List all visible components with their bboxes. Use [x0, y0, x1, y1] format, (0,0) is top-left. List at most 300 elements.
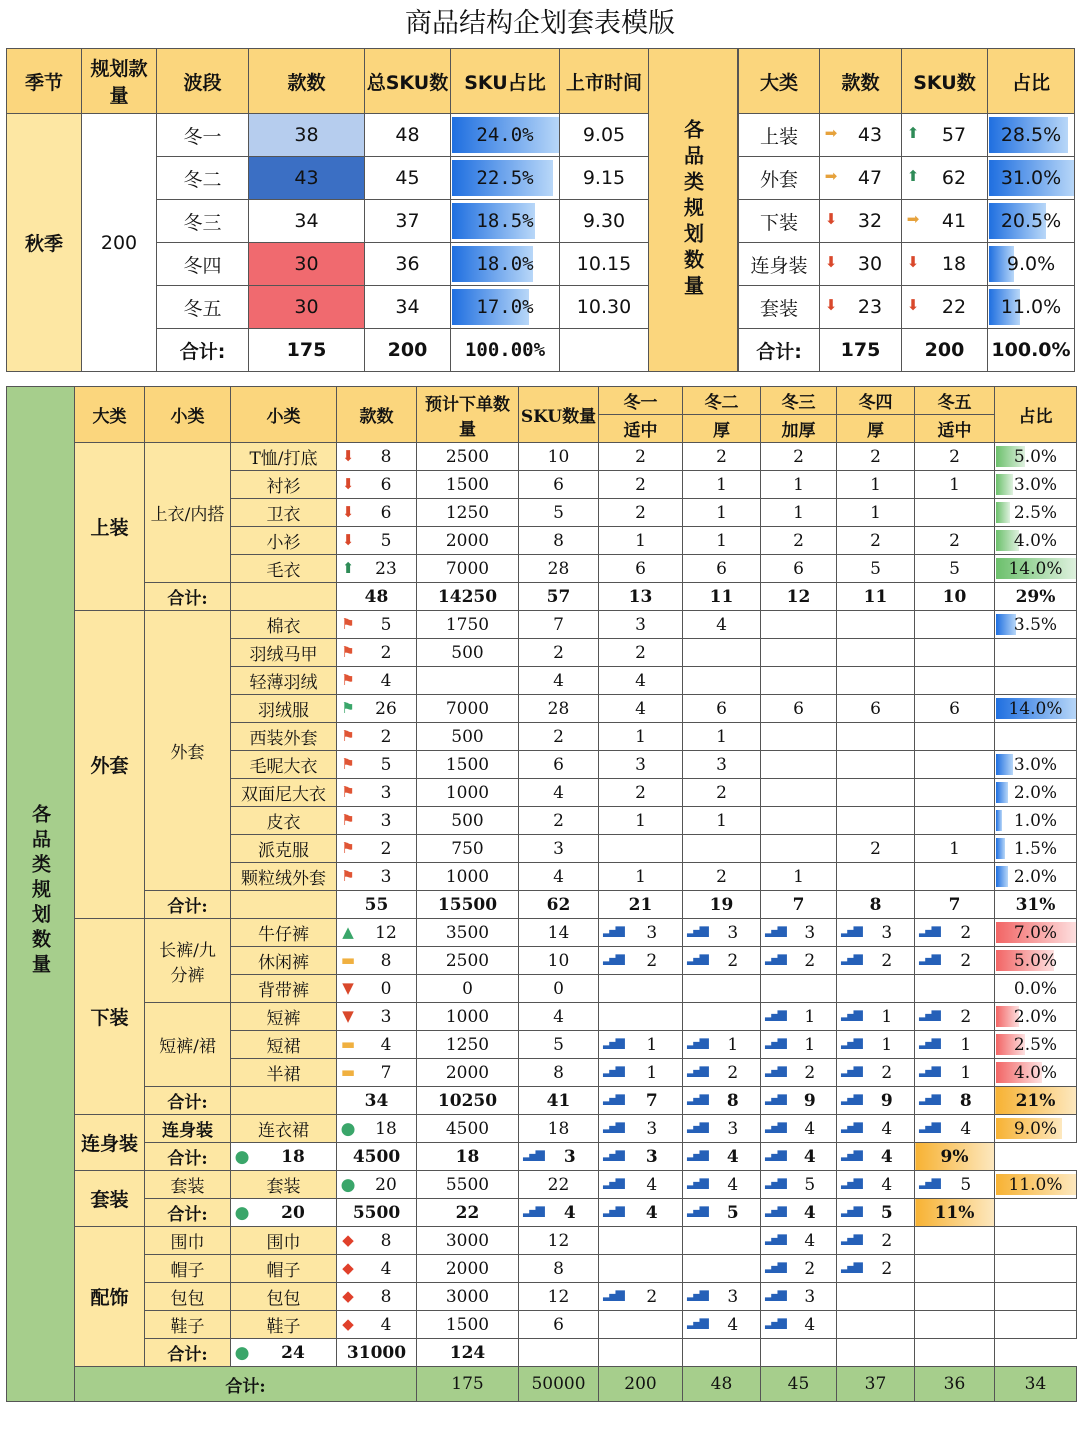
diamond-icon: ◆: [342, 1314, 354, 1333]
wave-qty: [683, 1255, 761, 1283]
diamond-icon: ◆: [342, 1258, 354, 1277]
wave-qty: [837, 499, 915, 527]
flag-icon: ⚑: [341, 670, 355, 689]
wave-sku: 36: [365, 243, 451, 286]
wave-qty: [599, 1255, 683, 1283]
subcategory-cell: 鞋子: [145, 1311, 231, 1339]
wave-qty: [683, 1087, 761, 1115]
wave-qty: [599, 1087, 683, 1115]
down-arrow-icon: ⬇: [906, 253, 920, 271]
dash-icon: ▬: [340, 1034, 356, 1053]
signal-bars-icon: ▂▄▆: [687, 1286, 706, 1301]
item-sku: 3: [519, 835, 599, 863]
signal-bars-icon: ▂▄▆: [841, 1146, 860, 1161]
item-sku: 2: [519, 723, 599, 751]
subtotal-row: [7, 891, 1077, 919]
wave-value: 3: [727, 1118, 739, 1139]
total-label: 合计:: [157, 329, 249, 372]
wave-qty: [761, 1143, 837, 1171]
up-arrow-icon: ⬆: [906, 124, 920, 142]
wave-qty: [599, 919, 683, 947]
wave-value: 4: [803, 1146, 816, 1167]
ratio-value: 14.0%: [1008, 698, 1063, 719]
wave-qty: [683, 1199, 761, 1227]
signal-bars-icon: ▂▄▆: [765, 1006, 784, 1021]
wave-qty: [915, 1003, 995, 1031]
signal-bars-icon: ▂▄▆: [919, 1062, 938, 1077]
wave-value: 4: [804, 1118, 816, 1139]
wave-qty: [837, 863, 915, 891]
total-date-empty: [560, 329, 649, 372]
wave-value: 2: [881, 1062, 893, 1083]
wave-qty: [915, 807, 995, 835]
detail-row: [7, 1171, 1077, 1199]
side-label-text: 各品类规划数量: [29, 804, 51, 979]
count-value: 4: [380, 670, 392, 691]
wave-value: 10: [942, 586, 967, 607]
ratio-value: 2.5%: [1013, 502, 1058, 523]
ratio-value: 18.5%: [476, 210, 534, 232]
item-count: [337, 863, 417, 891]
item-order: 1000: [417, 863, 519, 891]
category-cell: 下装: [75, 919, 145, 1115]
count-value: 6: [380, 502, 392, 523]
wave-qty: [837, 639, 915, 667]
wave-qty: [761, 863, 837, 891]
flag-icon: ⚑: [341, 810, 355, 829]
count-value: 3: [380, 1006, 392, 1027]
ratio-value: 4.0%: [1013, 1062, 1058, 1083]
flag-icon: ⚑: [341, 698, 355, 717]
circle-icon: ●: [234, 1342, 250, 1363]
grand-total-order: 50000: [519, 1367, 599, 1402]
signal-bars-icon: ▂▄▆: [603, 1146, 622, 1161]
wave-qty: [837, 807, 915, 835]
wave-value: 6: [635, 558, 646, 579]
wave-qty: [599, 1283, 683, 1311]
grand-total-wave: 37: [837, 1367, 915, 1402]
wave-qty: [761, 555, 837, 583]
wave-value: 2: [881, 1230, 893, 1251]
item-order: 1000: [417, 779, 519, 807]
header-sku: SKU数: [902, 49, 988, 114]
item-ratio: [995, 471, 1077, 499]
count-value: 6: [380, 474, 392, 495]
wave-value: 5: [726, 1202, 739, 1223]
count-value: 3: [380, 782, 392, 803]
category-ratio: [988, 157, 1075, 200]
wave-qty: [915, 1115, 995, 1143]
grand-total-wave: 48: [683, 1367, 761, 1402]
item-order: 2000: [417, 1059, 519, 1087]
wave-count: 30: [249, 286, 365, 329]
wave-qty: [761, 667, 837, 695]
category-row: [739, 114, 1075, 157]
subtotal-ratio: 11%: [915, 1199, 995, 1227]
category-cell: 套装: [75, 1171, 145, 1227]
wave-qty: [683, 443, 761, 471]
total-count: 175: [820, 329, 902, 372]
wave-name: 冬二: [157, 157, 249, 200]
count-value: 23: [375, 558, 397, 579]
wave-value: 3: [645, 1146, 658, 1167]
subtotal-order: 31000: [337, 1339, 417, 1367]
wave-sku: 34: [365, 286, 451, 329]
item-name: 棉衣: [231, 611, 337, 639]
wave-qty: [761, 835, 837, 863]
wave-qty: [761, 611, 837, 639]
signal-bars-icon: ▂▄▆: [687, 1034, 706, 1049]
wave-value: 7: [792, 894, 805, 915]
wave-value: 2: [793, 530, 804, 551]
subtotal-label: 合计:: [145, 1199, 231, 1227]
right-arrow-icon: ➡: [824, 167, 838, 185]
ratio-value: 2.0%: [1013, 1006, 1058, 1027]
signal-bars-icon: ▂▄▆: [523, 1146, 542, 1161]
wave-qty: [683, 1031, 761, 1059]
item-ratio: [995, 443, 1077, 471]
signal-bars-icon: ▂▄▆: [603, 1062, 622, 1077]
wave-value: 1: [635, 726, 646, 747]
subcategory-cell: 包包: [145, 1283, 231, 1311]
signal-bars-icon: ▂▄▆: [687, 950, 706, 965]
item-ratio: [995, 1059, 1077, 1087]
item-order: 1250: [417, 499, 519, 527]
wave-value: 2: [881, 1258, 893, 1279]
wave-value: 4: [960, 1118, 972, 1139]
wave-qty: [683, 751, 761, 779]
wave-qty: [599, 1003, 683, 1031]
wave-qty: [915, 667, 995, 695]
wave-qty: [915, 1255, 995, 1283]
subtotal-sku: 62: [519, 891, 599, 919]
item-sku: 2: [519, 807, 599, 835]
wave-value: 4: [716, 614, 727, 635]
ratio-bar-fill: [996, 866, 1008, 887]
ratio-bar-fill: [996, 474, 1013, 495]
header-category: 大类: [739, 49, 820, 114]
circle-icon: ●: [340, 1174, 356, 1195]
wave-value: 2: [804, 950, 816, 971]
subtotal-label: 合计:: [145, 1143, 231, 1171]
wave-qty: [761, 1283, 837, 1311]
item-ratio: [995, 807, 1077, 835]
wave-qty: [837, 723, 915, 751]
signal-bars-icon: ▂▄▆: [841, 1202, 860, 1217]
subtotal-sku: 124: [417, 1339, 519, 1367]
detail-row: [7, 1311, 1077, 1339]
header-count: 款数: [337, 387, 417, 443]
subtotal-ratio: 29%: [995, 583, 1077, 611]
signal-bars-icon: ▂▄▆: [841, 950, 860, 965]
category-row: [739, 157, 1075, 200]
wave-qty: [915, 611, 995, 639]
wave-qty: [761, 891, 837, 919]
wave-qty: [761, 1031, 837, 1059]
item-name: 派克服: [231, 835, 337, 863]
wave-value: 1: [635, 530, 646, 551]
sku-value: 62: [941, 167, 967, 189]
wave-qty: [915, 723, 995, 751]
item-count: [337, 947, 417, 975]
wave-qty: [761, 1255, 837, 1283]
item-ratio: [995, 835, 1077, 863]
item-name: 鞋子: [231, 1311, 337, 1339]
wave-value: 2: [635, 642, 646, 663]
ratio-value: 5.0%: [1013, 446, 1058, 467]
wave-value: 4: [635, 670, 646, 691]
signal-bars-icon: ▂▄▆: [603, 950, 622, 965]
ratio-value: 3.0%: [1013, 754, 1058, 775]
item-sku: 6: [519, 751, 599, 779]
wave-value: 5: [880, 1202, 893, 1223]
triangle-down-icon: ▼: [342, 1006, 354, 1025]
subtotal-order: 15500: [417, 891, 519, 919]
ratio-value: 17.0%: [476, 296, 534, 318]
header-thickness: 厚: [837, 415, 915, 443]
header-category: 大类: [75, 387, 145, 443]
wave-value: 2: [804, 1258, 816, 1279]
subtotal-row: [7, 1087, 1077, 1115]
item-order: 1500: [417, 751, 519, 779]
wave-sku-ratio: [451, 286, 560, 329]
wave-value: 2: [635, 502, 646, 523]
down-arrow-icon: ⬇: [341, 446, 355, 465]
wave-qty: [683, 1311, 761, 1339]
count-value: 12: [375, 922, 397, 943]
item-count: [337, 1227, 417, 1255]
item-ratio: [995, 751, 1077, 779]
ratio-value: 9.0%: [1013, 1118, 1058, 1139]
subtotal-label: 合计:: [145, 1339, 231, 1367]
item-ratio: [995, 1171, 1077, 1199]
total-sku: 200: [365, 329, 451, 372]
signal-bars-icon: ▂▄▆: [841, 922, 860, 937]
down-arrow-icon: ⬇: [906, 296, 920, 314]
signal-bars-icon: ▂▄▆: [687, 1062, 706, 1077]
subtotal-blank: [231, 891, 337, 919]
wave-value: 1: [646, 1062, 658, 1083]
item-name: T恤/打底: [231, 443, 337, 471]
wave-qty: [599, 667, 683, 695]
grand-total-wave: 36: [915, 1367, 995, 1402]
plan-count-cell: 200: [82, 114, 157, 372]
wave-value: 5: [960, 1174, 972, 1195]
subtotal-sku: 41: [519, 1087, 599, 1115]
wave-value: 3: [646, 922, 658, 943]
item-order: 2500: [417, 443, 519, 471]
wave-value: 4: [804, 1314, 816, 1335]
grand-total-sku: 200: [599, 1367, 683, 1402]
wave-qty: [915, 1227, 995, 1255]
header-count: 款数: [820, 49, 902, 114]
category-count: [820, 200, 902, 243]
header-sku: SKU数量: [519, 387, 599, 443]
item-ratio: [995, 1031, 1077, 1059]
down-arrow-icon: ⬇: [341, 474, 355, 493]
count-value: 0: [380, 978, 392, 999]
wave-value: 2: [716, 782, 727, 803]
subtotal-order: 10250: [417, 1087, 519, 1115]
dash-icon: ▬: [340, 950, 356, 969]
wave-qty: [915, 695, 995, 723]
header-thickness: 厚: [683, 415, 761, 443]
grand-total-wave: 34: [995, 1367, 1077, 1402]
wave-qty: [761, 471, 837, 499]
down-arrow-icon: ⬇: [341, 502, 355, 521]
signal-bars-icon: ▂▄▆: [765, 1174, 784, 1189]
item-sku: 5: [519, 499, 599, 527]
wave-value: 1: [716, 502, 727, 523]
category-sku: [902, 200, 988, 243]
item-count: [337, 555, 417, 583]
item-name: 短裤: [231, 1003, 337, 1031]
wave-value: 2: [960, 922, 972, 943]
wave-qty: [837, 779, 915, 807]
count-value: 18: [281, 1146, 305, 1167]
item-ratio-empty: [995, 1311, 1077, 1339]
item-ratio: [995, 779, 1077, 807]
category-sku: [902, 243, 988, 286]
wave-value: 3: [804, 1286, 816, 1307]
wave-qty: [837, 1003, 915, 1031]
item-ratio: [995, 947, 1077, 975]
wave-qty: [683, 863, 761, 891]
wave-qty: [915, 947, 995, 975]
wave-value: 4: [881, 1174, 893, 1195]
wave-qty: [915, 1087, 995, 1115]
wave-qty: [837, 667, 915, 695]
signal-bars-icon: ▂▄▆: [765, 1090, 784, 1105]
subtotal-label: 合计:: [145, 583, 231, 611]
wave-qty: [599, 695, 683, 723]
item-order: 3000: [417, 1283, 519, 1311]
ratio-value: 31.0%: [1000, 167, 1062, 189]
wave-qty: [599, 807, 683, 835]
wave-value: 9: [803, 1090, 816, 1111]
wave-qty: [761, 1339, 837, 1367]
ratio-bar-fill: [996, 502, 1010, 523]
wave-qty: [837, 527, 915, 555]
item-order: 2000: [417, 1255, 519, 1283]
count-value: 8: [380, 446, 392, 467]
item-sku: 8: [519, 1059, 599, 1087]
wave-value: 2: [716, 866, 727, 887]
wave-name: 冬一: [157, 114, 249, 157]
item-name: 休闲裤: [231, 947, 337, 975]
wave-value: 11: [863, 586, 888, 607]
total-count: 175: [249, 329, 365, 372]
wave-value: 4: [803, 1202, 816, 1223]
wave-qty: [599, 443, 683, 471]
item-sku: 14: [519, 919, 599, 947]
wave-qty: [683, 695, 761, 723]
down-arrow-icon: ⬇: [341, 530, 355, 549]
wave-qty: [761, 947, 837, 975]
wave-qty: [837, 1227, 915, 1255]
ratio-value: 11.0%: [1000, 296, 1062, 318]
ratio-value: 14.0%: [1008, 558, 1063, 579]
wave-value: 1: [960, 1034, 972, 1055]
signal-bars-icon: ▂▄▆: [603, 1202, 622, 1217]
signal-bars-icon: ▂▄▆: [919, 922, 938, 937]
item-order: 1500: [417, 1311, 519, 1339]
wave-qty: [915, 583, 995, 611]
wave-qty: [599, 1115, 683, 1143]
signal-bars-icon: ▂▄▆: [841, 1230, 860, 1245]
wave-sku-ratio: [451, 157, 560, 200]
wave-value: 3: [635, 754, 646, 775]
wave-value: 3: [635, 614, 646, 635]
wave-sku: 45: [365, 157, 451, 200]
wave-qty: [683, 583, 761, 611]
category-sku: [902, 157, 988, 200]
wave-value: 2: [804, 1062, 816, 1083]
wave-qty: [761, 527, 837, 555]
item-name: 卫衣: [231, 499, 337, 527]
item-sku: 4: [519, 779, 599, 807]
item-count: [337, 667, 417, 695]
wave-qty: [519, 1339, 599, 1367]
wave-qty: [519, 1143, 599, 1171]
ratio-value: 2.5%: [1013, 1034, 1058, 1055]
subcategory-cell: 套装: [145, 1171, 231, 1199]
category-sku: [902, 114, 988, 157]
signal-bars-icon: ▂▄▆: [603, 922, 622, 937]
signal-bars-icon: ▂▄▆: [687, 1118, 706, 1133]
wave-qty: [683, 499, 761, 527]
wave-value: 6: [793, 698, 804, 719]
ratio-value: 20.5%: [1000, 210, 1062, 232]
wave-qty: [837, 1115, 915, 1143]
count-value: 8: [380, 950, 392, 971]
wave-value: 2: [635, 782, 646, 803]
wave-qty: [915, 863, 995, 891]
wave-value: 19: [709, 894, 734, 915]
count-value: 3: [380, 810, 392, 831]
item-count: [337, 1115, 417, 1143]
signal-bars-icon: ▂▄▆: [841, 1118, 860, 1133]
item-name: 包包: [231, 1283, 337, 1311]
detail-row: [7, 443, 1077, 471]
flag-icon: ⚑: [341, 866, 355, 885]
count-value: 5: [380, 754, 392, 775]
wave-qty: [761, 695, 837, 723]
item-ratio: [995, 611, 1077, 639]
wave-qty: [837, 443, 915, 471]
grand-total-count: 175: [417, 1367, 519, 1402]
signal-bars-icon: ▂▄▆: [841, 1062, 860, 1077]
wave-qty: [599, 1339, 683, 1367]
detail-row: [7, 919, 1077, 947]
subtotal-row: [7, 1199, 1077, 1227]
wave-value: 2: [646, 950, 658, 971]
season-cell: 秋季: [7, 114, 82, 372]
count-value: 4: [380, 1258, 392, 1279]
wave-value: 2: [870, 530, 881, 551]
signal-bars-icon: ▂▄▆: [841, 1034, 860, 1049]
wave-value: 21: [628, 894, 653, 915]
detail-row: [7, 611, 1077, 639]
wave-value: 3: [804, 922, 816, 943]
item-count: [337, 891, 417, 919]
subtotal-order: 14250: [417, 583, 519, 611]
wave-value: 4: [646, 1174, 658, 1195]
wave-qty: [761, 1087, 837, 1115]
wave-qty: [599, 891, 683, 919]
subtotal-order: 5500: [337, 1199, 417, 1227]
wave-qty: [915, 1171, 995, 1199]
